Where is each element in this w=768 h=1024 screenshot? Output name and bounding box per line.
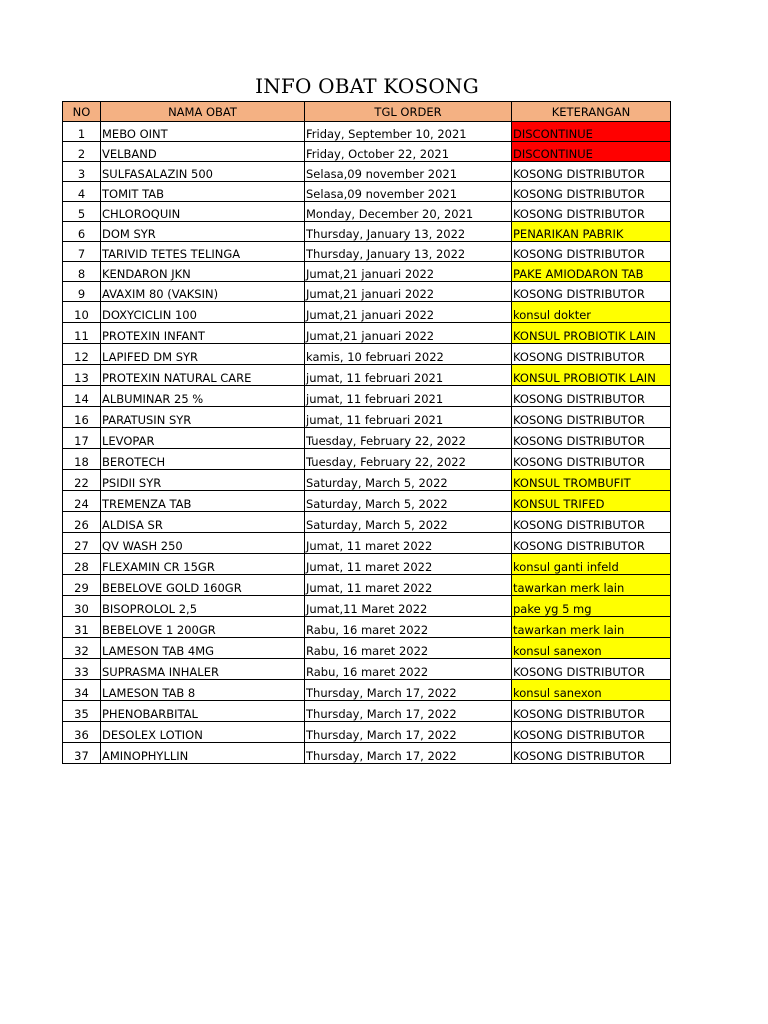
cell-nama-obat: PROTEXIN INFANT (101, 323, 305, 344)
cell-keterangan: KOSONG DISTRIBUTOR (512, 344, 671, 365)
table-row (63, 533, 671, 554)
cell-nama-obat: AMINOPHYLLIN (101, 743, 305, 764)
cell-nama-obat: TOMIT TAB (101, 182, 305, 202)
table-row (63, 680, 671, 701)
table-row (63, 491, 671, 512)
cell-keterangan: konsul dokter (512, 302, 671, 323)
cell-keterangan: KONSUL PROBIOTIK LAIN (512, 365, 671, 386)
table-row (63, 617, 671, 638)
cell-keterangan: KOSONG DISTRIBUTOR (512, 282, 671, 302)
table-row (63, 449, 671, 470)
cell-nama-obat: BEBELOVE GOLD 160GR (101, 575, 305, 596)
cell-no: 30 (63, 596, 101, 617)
cell-nama-obat: BEROTECH (101, 449, 305, 470)
table-row (63, 262, 671, 282)
cell-tgl-order: jumat, 11 februari 2021 (305, 386, 512, 407)
cell-keterangan: KOSONG DISTRIBUTOR (512, 659, 671, 680)
cell-nama-obat: ALDISA SR (101, 512, 305, 533)
cell-tgl-order: jumat, 11 februari 2021 (305, 407, 512, 428)
cell-no: 12 (63, 344, 101, 365)
cell-keterangan: KOSONG DISTRIBUTOR (512, 407, 671, 428)
cell-keterangan: PENARIKAN PABRIK (512, 222, 671, 242)
cell-tgl-order: Thursday, March 17, 2022 (305, 743, 512, 764)
cell-nama-obat: DESOLEX LOTION (101, 722, 305, 743)
cell-no: 1 (63, 122, 101, 142)
cell-nama-obat: LAPIFED DM SYR (101, 344, 305, 365)
cell-tgl-order: Monday, December 20, 2021 (305, 202, 512, 222)
cell-nama-obat: AVAXIM 80 (VAKSIN) (101, 282, 305, 302)
table-row (63, 202, 671, 222)
table-body (63, 122, 671, 764)
cell-nama-obat: DOM SYR (101, 222, 305, 242)
cell-keterangan: KONSUL PROBIOTIK LAIN (512, 323, 671, 344)
cell-tgl-order: Rabu, 16 maret 2022 (305, 617, 512, 638)
cell-no: 11 (63, 323, 101, 344)
cell-keterangan: KOSONG DISTRIBUTOR (512, 202, 671, 222)
cell-keterangan: KOSONG DISTRIBUTOR (512, 533, 671, 554)
table-row (63, 596, 671, 617)
cell-no: 16 (63, 407, 101, 428)
cell-tgl-order: Jumat,21 januari 2022 (305, 262, 512, 282)
table-row (63, 344, 671, 365)
cell-keterangan: KOSONG DISTRIBUTOR (512, 386, 671, 407)
cell-tgl-order: Jumat, 11 maret 2022 (305, 554, 512, 575)
cell-no: 14 (63, 386, 101, 407)
page-title: INFO OBAT KOSONG (255, 74, 479, 98)
cell-no: 3 (63, 162, 101, 182)
cell-nama-obat: BEBELOVE 1 200GR (101, 617, 305, 638)
cell-tgl-order: Rabu, 16 maret 2022 (305, 638, 512, 659)
cell-keterangan: KOSONG DISTRIBUTOR (512, 428, 671, 449)
cell-no: 8 (63, 262, 101, 282)
cell-no: 22 (63, 470, 101, 491)
cell-tgl-order: Jumat, 11 maret 2022 (305, 533, 512, 554)
cell-tgl-order: Thursday, January 13, 2022 (305, 242, 512, 262)
cell-no: 34 (63, 680, 101, 701)
cell-keterangan: KOSONG DISTRIBUTOR (512, 449, 671, 470)
table-row (63, 638, 671, 659)
cell-nama-obat: FLEXAMIN CR 15GR (101, 554, 305, 575)
cell-keterangan: pake yg 5 mg (512, 596, 671, 617)
cell-nama-obat: MEBO OINT (101, 122, 305, 142)
cell-keterangan: KONSUL TROMBUFIT (512, 470, 671, 491)
table-row (63, 701, 671, 722)
cell-nama-obat: BISOPROLOL 2,5 (101, 596, 305, 617)
table-row (63, 386, 671, 407)
table-row (63, 323, 671, 344)
cell-nama-obat: DOXYCICLIN 100 (101, 302, 305, 323)
cell-tgl-order: Friday, September 10, 2021 (305, 122, 512, 142)
cell-tgl-order: Rabu, 16 maret 2022 (305, 659, 512, 680)
cell-no: 6 (63, 222, 101, 242)
cell-tgl-order: Jumat,11 Maret 2022 (305, 596, 512, 617)
cell-nama-obat: PSIDII SYR (101, 470, 305, 491)
obat-table (62, 101, 671, 764)
header-tgl-order: TGL ORDER (305, 102, 512, 122)
table-row (63, 470, 671, 491)
cell-keterangan: KONSUL TRIFED (512, 491, 671, 512)
cell-no: 9 (63, 282, 101, 302)
table-row (63, 222, 671, 242)
cell-no: 31 (63, 617, 101, 638)
cell-no: 37 (63, 743, 101, 764)
table-row (63, 365, 671, 386)
cell-tgl-order: Saturday, March 5, 2022 (305, 512, 512, 533)
cell-tgl-order: Jumat,21 januari 2022 (305, 323, 512, 344)
table-row (63, 743, 671, 764)
cell-nama-obat: TREMENZA TAB (101, 491, 305, 512)
cell-keterangan: tawarkan merk lain (512, 575, 671, 596)
cell-nama-obat: QV WASH 250 (101, 533, 305, 554)
header-keterangan: KETERANGAN (512, 102, 671, 122)
table-row (63, 407, 671, 428)
cell-nama-obat: SUPRASMA INHALER (101, 659, 305, 680)
table-row (63, 302, 671, 323)
cell-no: 4 (63, 182, 101, 202)
table-row (63, 575, 671, 596)
table-row (63, 162, 671, 182)
cell-no: 28 (63, 554, 101, 575)
cell-nama-obat: CHLOROQUIN (101, 202, 305, 222)
cell-no: 29 (63, 575, 101, 596)
cell-no: 32 (63, 638, 101, 659)
cell-nama-obat: LEVOPAR (101, 428, 305, 449)
cell-nama-obat: LAMESON TAB 8 (101, 680, 305, 701)
cell-tgl-order: Thursday, March 17, 2022 (305, 722, 512, 743)
cell-tgl-order: Selasa,09 november 2021 (305, 162, 512, 182)
cell-nama-obat: LAMESON TAB 4MG (101, 638, 305, 659)
table-row (63, 282, 671, 302)
cell-nama-obat: PARATUSIN SYR (101, 407, 305, 428)
cell-tgl-order: Thursday, March 17, 2022 (305, 680, 512, 701)
table-row (63, 428, 671, 449)
cell-no: 10 (63, 302, 101, 323)
cell-no: 33 (63, 659, 101, 680)
cell-keterangan: KOSONG DISTRIBUTOR (512, 722, 671, 743)
cell-no: 26 (63, 512, 101, 533)
cell-nama-obat: VELBAND (101, 142, 305, 162)
cell-tgl-order: Tuesday, February 22, 2022 (305, 428, 512, 449)
cell-keterangan: KOSONG DISTRIBUTOR (512, 701, 671, 722)
table-row (63, 722, 671, 743)
cell-no: 36 (63, 722, 101, 743)
cell-no: 24 (63, 491, 101, 512)
cell-keterangan: KOSONG DISTRIBUTOR (512, 743, 671, 764)
cell-tgl-order: Thursday, January 13, 2022 (305, 222, 512, 242)
cell-tgl-order: Tuesday, February 22, 2022 (305, 449, 512, 470)
cell-no: 35 (63, 701, 101, 722)
header-nama-obat: NAMA OBAT (101, 102, 305, 122)
cell-tgl-order: Thursday, March 17, 2022 (305, 701, 512, 722)
cell-tgl-order: Saturday, March 5, 2022 (305, 470, 512, 491)
table-row (63, 142, 671, 162)
table-header-row (63, 102, 671, 122)
cell-tgl-order: Jumat,21 januari 2022 (305, 282, 512, 302)
table-row (63, 122, 671, 142)
cell-keterangan: PAKE AMIODARON TAB (512, 262, 671, 282)
cell-no: 7 (63, 242, 101, 262)
table-row (63, 242, 671, 262)
cell-no: 5 (63, 202, 101, 222)
cell-keterangan: tawarkan merk lain (512, 617, 671, 638)
cell-no: 27 (63, 533, 101, 554)
cell-tgl-order: jumat, 11 februari 2021 (305, 365, 512, 386)
table-row (63, 512, 671, 533)
cell-no: 18 (63, 449, 101, 470)
cell-no: 17 (63, 428, 101, 449)
cell-nama-obat: KENDARON JKN (101, 262, 305, 282)
cell-no: 2 (63, 142, 101, 162)
cell-nama-obat: SULFASALAZIN 500 (101, 162, 305, 182)
cell-no: 13 (63, 365, 101, 386)
cell-tgl-order: Jumat,21 januari 2022 (305, 302, 512, 323)
cell-tgl-order: Selasa,09 november 2021 (305, 182, 512, 202)
cell-tgl-order: Jumat, 11 maret 2022 (305, 575, 512, 596)
cell-keterangan: KOSONG DISTRIBUTOR (512, 512, 671, 533)
cell-nama-obat: PROTEXIN NATURAL CARE (101, 365, 305, 386)
cell-nama-obat: TARIVID TETES TELINGA (101, 242, 305, 262)
cell-keterangan: DISCONTINUE (512, 142, 671, 162)
table-row (63, 554, 671, 575)
cell-tgl-order: Friday, October 22, 2021 (305, 142, 512, 162)
cell-keterangan: KOSONG DISTRIBUTOR (512, 182, 671, 202)
table-row (63, 182, 671, 202)
cell-keterangan: KOSONG DISTRIBUTOR (512, 162, 671, 182)
cell-keterangan: konsul ganti infeld (512, 554, 671, 575)
cell-tgl-order: Saturday, March 5, 2022 (305, 491, 512, 512)
cell-keterangan: konsul sanexon (512, 638, 671, 659)
cell-keterangan: konsul sanexon (512, 680, 671, 701)
cell-tgl-order: kamis, 10 februari 2022 (305, 344, 512, 365)
cell-nama-obat: PHENOBARBITAL (101, 701, 305, 722)
header-no: NO (63, 102, 101, 122)
cell-keterangan: KOSONG DISTRIBUTOR (512, 242, 671, 262)
table-row (63, 659, 671, 680)
cell-keterangan: DISCONTINUE (512, 122, 671, 142)
cell-nama-obat: ALBUMINAR 25 % (101, 386, 305, 407)
